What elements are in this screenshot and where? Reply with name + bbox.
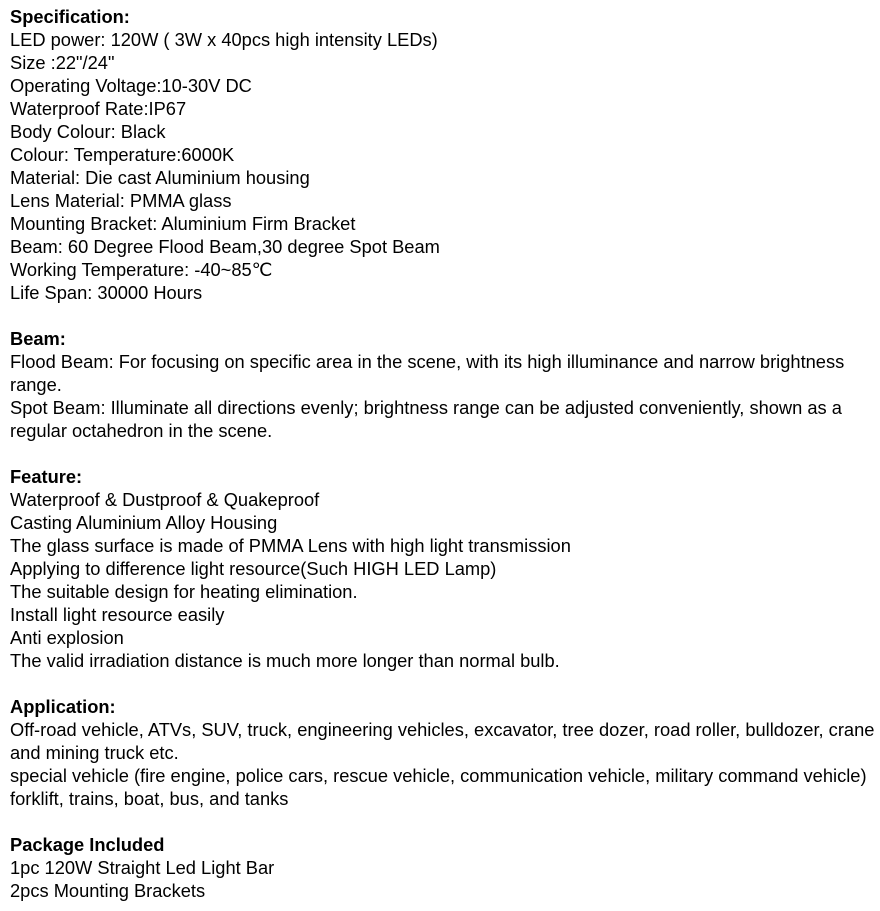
application-section [10, 695, 878, 810]
beam-heading: Beam: [10, 328, 66, 349]
feature-item: The valid irradiation distance is much more longer than normal bulb. [10, 650, 560, 671]
feature-item: The suitable design for heating elimination. [10, 581, 358, 602]
spec-life-span: Life Span: 30000 Hours [10, 282, 203, 303]
application-special-vehicles: special vehicle (fire engine, police cars, rescue vehicle, communication vehicle, military command vehicle) forklift, trains, boat, bus, and tanks [10, 765, 867, 809]
spec-colour-temperature: Colour: Temperature:6000K [10, 144, 235, 165]
feature-item: The glass surface is made of PMMA Lens with high light transmission [10, 535, 571, 556]
application-offroad-vehicles: Off-road vehicle, ATVs, SUV, truck, engineering vehicles, excavator, tree dozer, road roller, bulldozer, crane and mining truck etc. [10, 719, 875, 763]
spec-led-power: LED power: 120W ( 3W x 40pcs high intensity LEDs) [10, 29, 438, 50]
spec-material: Material: Die cast Aluminium housing [10, 167, 310, 188]
package-item: 1pc 120W Straight Led Light Bar [10, 857, 275, 878]
spec-mounting-bracket: Mounting Bracket: Aluminium Firm Bracket [10, 213, 356, 234]
beam-spot-description: Spot Beam: Illuminate all directions evenly; brightness range can be adjusted conveniently, shown as a regular octahedron in the scene. [10, 397, 842, 441]
feature-item: Waterproof & Dustproof & Quakeproof [10, 489, 320, 510]
spec-operating-voltage: Operating Voltage:10-30V DC [10, 75, 252, 96]
beam-flood-description: Flood Beam: For focusing on specific area in the scene, with its high illuminance and narrow brightness range. [10, 351, 845, 395]
application-heading: Application: [10, 696, 116, 717]
feature-item: Install light resource easily [10, 604, 225, 625]
specification-heading: Specification: [10, 6, 130, 27]
spec-beam: Beam: 60 Degree Flood Beam,30 degree Spot Beam [10, 236, 440, 257]
spec-working-temperature: Working Temperature: -40~85℃ [10, 259, 273, 280]
feature-item: Anti explosion [10, 627, 124, 648]
package-heading: Package Included [10, 834, 165, 855]
product-description [10, 5, 878, 902]
feature-item: Casting Aluminium Alloy Housing [10, 512, 278, 533]
package-section [10, 833, 878, 902]
spec-waterproof-rate: Waterproof Rate:IP67 [10, 98, 187, 119]
feature-section [10, 465, 878, 672]
spec-lens-material: Lens Material: PMMA glass [10, 190, 232, 211]
package-item: 2pcs Mounting Brackets [10, 880, 206, 901]
beam-section [10, 327, 878, 442]
feature-item: Applying to difference light resource(Such HIGH LED Lamp) [10, 558, 497, 579]
feature-heading: Feature: [10, 466, 83, 487]
spec-body-colour: Body Colour: Black [10, 121, 166, 142]
spec-size: Size :22"/24" [10, 52, 115, 73]
specification-section [10, 5, 878, 304]
